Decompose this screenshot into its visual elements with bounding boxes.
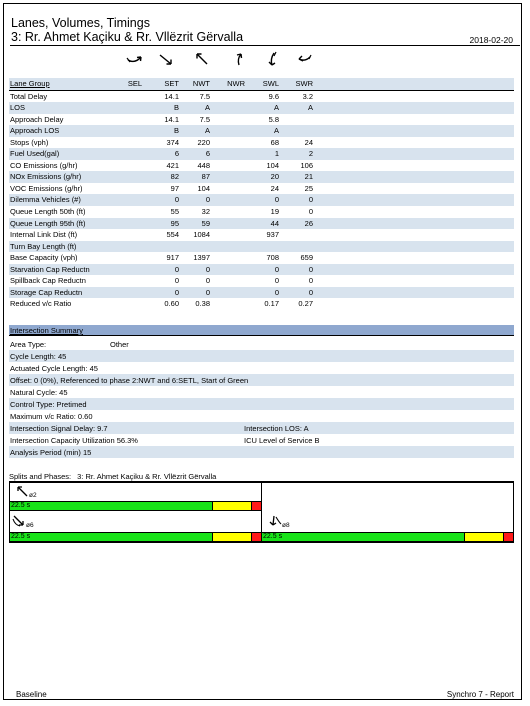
summary-line	[9, 410, 514, 422]
summary-text-right: Intersection LOS: A	[244, 424, 309, 433]
cell-swl: 9.6	[268, 91, 279, 101]
cell-swl: 0	[274, 264, 279, 274]
table-row	[9, 160, 514, 172]
row-label: Base Capacity (vph)	[10, 253, 78, 263]
cell-nwt: 0	[205, 276, 210, 286]
report-date: 2018-02-20	[469, 35, 513, 45]
cell-set: 0	[174, 287, 179, 297]
table-row	[9, 91, 514, 103]
phase-8-sw-icon: ø8	[268, 515, 290, 529]
row-label: Approach Delay	[10, 114, 64, 124]
cell-swr: 26	[304, 218, 313, 228]
cell-nwt: 1084	[193, 230, 210, 240]
cell-nwt: 32	[201, 207, 210, 217]
cell-swr: SWR	[295, 79, 313, 88]
summary-text: Cycle Length: 45	[10, 352, 67, 361]
cell-swr: 0	[308, 195, 313, 205]
cell-set: 55	[170, 207, 179, 217]
summary-area-type: Area Type: Other	[10, 340, 129, 349]
table-row	[9, 264, 514, 276]
nwt-arrow-icon	[191, 51, 213, 67]
row-label: Stops (vph)	[10, 137, 49, 147]
cell-swl: 5.8	[268, 114, 279, 124]
summary-line	[9, 374, 514, 386]
cell-set: 0.60	[164, 299, 179, 309]
cell-swl: A	[273, 126, 279, 136]
table-row	[9, 298, 514, 310]
cell-nwt: 87	[201, 172, 210, 182]
table-row	[9, 183, 514, 195]
cell-set: 374	[166, 137, 179, 147]
phase-2-split-bar	[9, 501, 262, 511]
summary-text: Offset: 0 (0%), Referenced to phase 2:NWT and 6:SETL, Start of Green	[10, 376, 249, 385]
summary-line	[9, 446, 514, 458]
sel-arrow-icon	[124, 51, 146, 67]
cell-swr: 0	[308, 276, 313, 286]
table-row	[9, 171, 514, 183]
green-time-segment: 22.5 s	[10, 502, 213, 510]
intersection-summary-header: Intersection Summary	[9, 325, 514, 336]
row-label: CO Emissions (g/hr)	[10, 160, 78, 170]
cell-set: B	[173, 126, 179, 136]
cell-nwt: 0.38	[195, 299, 210, 309]
cell-nwt: A	[204, 126, 210, 136]
cell-swr: A	[307, 103, 313, 113]
row-label: Approach LOS	[10, 126, 60, 136]
table-row	[9, 137, 514, 149]
table-row	[9, 102, 514, 114]
cell-nwt: 7.5	[199, 114, 210, 124]
swr-arrow-icon	[293, 51, 315, 67]
summary-line	[9, 398, 514, 410]
cell-swl: 44	[270, 218, 279, 228]
table-row	[9, 287, 514, 299]
cell-set: 6	[174, 149, 179, 159]
cell-set: 917	[166, 253, 179, 263]
phase-6-set-icon: ø6	[12, 515, 34, 529]
cell-swl: 19	[270, 207, 279, 217]
yellow-time-segment	[213, 533, 252, 541]
swl-arrow-icon	[262, 51, 284, 67]
summary-text: Control Type: Pretimed	[10, 400, 87, 409]
report-title: Lanes, Volumes, Timings	[11, 16, 150, 30]
row-label: Fuel Used(gal)	[10, 149, 60, 159]
row-label: Turn Bay Length (ft)	[10, 241, 77, 251]
cell-swl: 937	[266, 230, 279, 240]
table-row	[9, 114, 514, 126]
summary-text: Intersection Capacity Utilization 56.3%	[10, 436, 138, 445]
cell-set: 554	[166, 230, 179, 240]
cell-swl: 20	[270, 172, 279, 182]
table-row	[9, 241, 514, 253]
summary-line	[9, 350, 514, 362]
cell-set: 0	[174, 276, 179, 286]
cell-swl: 104	[266, 160, 279, 170]
cell-nwt: 0	[205, 264, 210, 274]
table-row	[9, 252, 514, 264]
row-label: Queue Length 50th (ft)	[10, 207, 86, 217]
lane-group-header-row	[9, 78, 514, 91]
cell-set: 95	[170, 218, 179, 228]
cell-swl: SWL	[262, 79, 279, 88]
row-label: Internal Link Dist (ft)	[10, 230, 78, 240]
cell-swr: 24	[304, 137, 313, 147]
row-label: NOx Emissions (g/hr)	[10, 172, 82, 182]
cell-swr: 0	[308, 264, 313, 274]
footer-left: Baseline	[16, 690, 47, 699]
row-label: Reduced v/c Ratio	[10, 299, 72, 309]
summary-text-right: ICU Level of Service B	[244, 436, 320, 445]
row-label: Storage Cap Reductn	[10, 287, 83, 297]
cell-swr: 659	[300, 253, 313, 263]
cell-swr: 106	[300, 160, 313, 170]
cell-set: 421	[166, 160, 179, 170]
cell-swr: 3.2	[302, 91, 313, 101]
cell-nwt: 448	[197, 160, 210, 170]
cell-set: 0	[174, 264, 179, 274]
green-time-segment: 22.5 s	[262, 533, 465, 541]
report-subtitle: 3: Rr. Ahmet Kaçiku & Rr. Vllëzrit Gërvalla	[11, 30, 244, 44]
cell-nwt: 220	[197, 137, 210, 147]
cell-nwt: 59	[201, 218, 210, 228]
cell-swl: 0	[274, 195, 279, 205]
cell-nwt: 0	[205, 195, 210, 205]
row-label: Spillback Cap Reductn	[10, 276, 86, 286]
lane-group-table	[9, 78, 514, 310]
cell-nwt: 1397	[193, 253, 210, 263]
cell-swl: 0	[274, 276, 279, 286]
cell-swl: 1	[274, 149, 279, 159]
cell-nwt: 104	[197, 183, 210, 193]
cell-set: 14.1	[164, 91, 179, 101]
red-time-segment	[504, 533, 513, 541]
cell-swl: 24	[270, 183, 279, 193]
cell-nwt: 6	[205, 149, 210, 159]
splits-phases-label: Splits and Phases: 3: Rr. Ahmet Kaçiku & Rr. Vllëzrit Gërvalla	[9, 472, 217, 481]
cell-swl: 0.17	[264, 299, 279, 309]
cell-set: 14.1	[164, 114, 179, 124]
table-row	[9, 218, 514, 230]
cell-nwr: NWR	[227, 79, 245, 88]
row-label: Queue Length 95th (ft)	[10, 218, 86, 228]
row-label: Lane Group	[10, 79, 50, 88]
cell-swl: 68	[270, 137, 279, 147]
cell-swl: 0	[274, 287, 279, 297]
cell-set: SET	[164, 79, 179, 88]
cell-nwt: NWT	[192, 79, 210, 88]
table-row	[9, 148, 514, 160]
cell-swr: 0	[308, 207, 313, 217]
cell-swr: 0	[308, 287, 313, 297]
cell-set: 0	[174, 195, 179, 205]
table-row	[9, 229, 514, 241]
table-row	[9, 206, 514, 218]
yellow-time-segment	[465, 533, 504, 541]
summary-line	[9, 362, 514, 374]
cell-nwt: 0	[205, 287, 210, 297]
cell-swl: 708	[266, 253, 279, 263]
cell-set: 82	[170, 172, 179, 182]
phase-6-split-bar	[9, 532, 262, 542]
phase-8-split-bar	[261, 532, 514, 542]
cell-sel: SEL	[127, 79, 142, 88]
row-label: Total Delay	[10, 91, 48, 101]
cell-swr: 25	[304, 183, 313, 193]
row-label: Dilemma Vehicles (#)	[10, 195, 81, 205]
cell-swl: A	[273, 103, 279, 113]
yellow-time-segment	[213, 502, 252, 510]
phase-2-nwt-icon: ø2	[15, 485, 37, 499]
summary-line	[9, 386, 514, 398]
cell-nwt: 7.5	[199, 91, 210, 101]
table-row	[9, 125, 514, 137]
summary-text: Actuated Cycle Length: 45	[10, 364, 98, 373]
summary-text: Analysis Period (min) 15	[10, 448, 92, 457]
red-time-segment	[252, 533, 261, 541]
nwr-arrow-icon	[227, 51, 249, 67]
title-divider	[10, 45, 520, 46]
cell-set: B	[173, 103, 179, 113]
row-label: VOC Emissions (g/hr)	[10, 183, 83, 193]
footer-right: Synchro 7 - Report	[446, 690, 514, 699]
cell-set: 97	[170, 183, 179, 193]
table-row	[9, 275, 514, 287]
cell-swr: 2	[308, 149, 313, 159]
summary-line	[9, 422, 514, 434]
summary-text: Intersection Signal Delay: 9.7	[10, 424, 108, 433]
summary-text: Maximum v/c Ratio: 0.60	[10, 412, 93, 421]
cell-swr: 21	[304, 172, 313, 182]
cell-nwt: A	[204, 103, 210, 113]
row-label: Starvation Cap Reductn	[10, 264, 90, 274]
summary-text: Natural Cycle: 45	[10, 388, 68, 397]
green-time-segment: 22.5 s	[10, 533, 213, 541]
cell-swr: 0.27	[298, 299, 313, 309]
set-arrow-icon	[155, 51, 177, 67]
summary-line	[9, 434, 514, 446]
red-time-segment	[252, 502, 261, 510]
row-label: LOS	[10, 103, 26, 113]
table-row	[9, 194, 514, 206]
